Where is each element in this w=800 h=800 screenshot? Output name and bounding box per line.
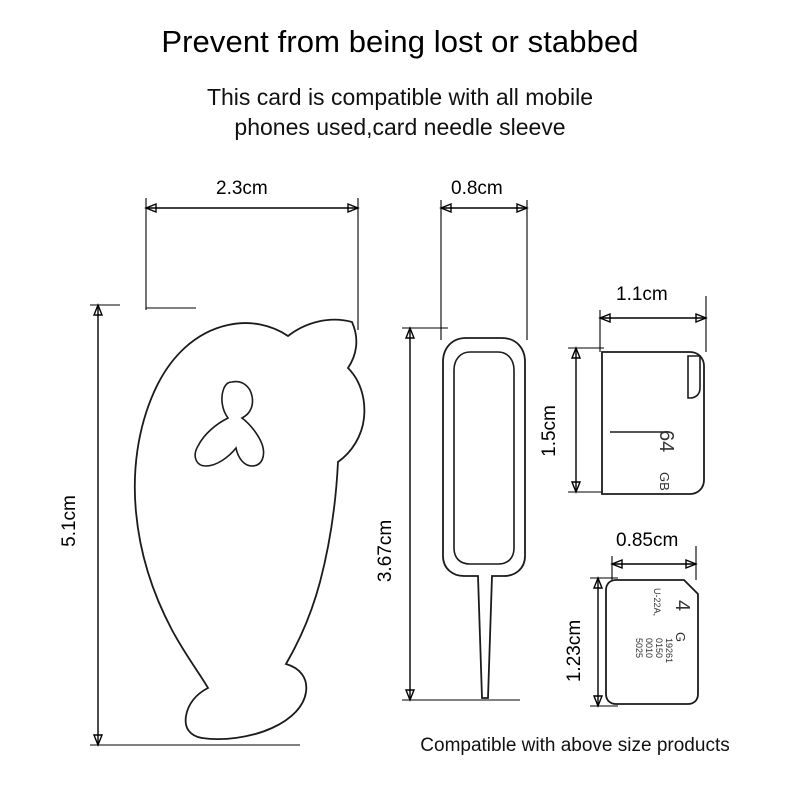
dimension-label-dolphin-width: 2.3cm xyxy=(216,178,268,199)
sd-capacity-number: 64 xyxy=(655,430,677,453)
dimension-label-sdcard-width: 1.1cm xyxy=(616,284,668,305)
microsd-capacity-unit: G xyxy=(673,632,688,643)
dolphin-shape xyxy=(135,320,365,739)
microsd-code-1: 0010 xyxy=(644,638,654,659)
dimension-label-pin-height: 3.67cm xyxy=(375,519,397,583)
microsd-capacity-number: 4 xyxy=(671,600,693,612)
dimension-label-dolphin-height: 5.1cm xyxy=(58,495,80,547)
microsd-speed-class: U-22A, xyxy=(652,588,662,617)
dimension-label-pin-width: 0.8cm xyxy=(451,178,503,199)
microsd-code-3: 19261 xyxy=(664,638,674,664)
micro-sd-card-shape xyxy=(606,580,698,704)
compatibility-note: Compatible with above size products xyxy=(420,735,730,756)
microsd-code-2: 0150 xyxy=(654,638,664,659)
pin-shape xyxy=(443,338,525,698)
sd-capacity-unit: GB xyxy=(657,472,672,491)
dimension-label-microsd-height: 1.23cm xyxy=(564,619,586,683)
subtitle-line-2: phones used,card needle sleeve xyxy=(234,114,566,140)
microsd-code-0: 5025 xyxy=(634,638,644,659)
dimension-label-sdcard-height: 1.5cm xyxy=(538,405,560,457)
dimension-label-microsd-width: 0.85cm xyxy=(616,530,679,551)
sd-card-shape xyxy=(602,352,704,494)
subtitle-line-1: This card is compatible with all mobile xyxy=(206,84,594,110)
page-title: Prevent from being lost or stabbed xyxy=(161,24,639,59)
